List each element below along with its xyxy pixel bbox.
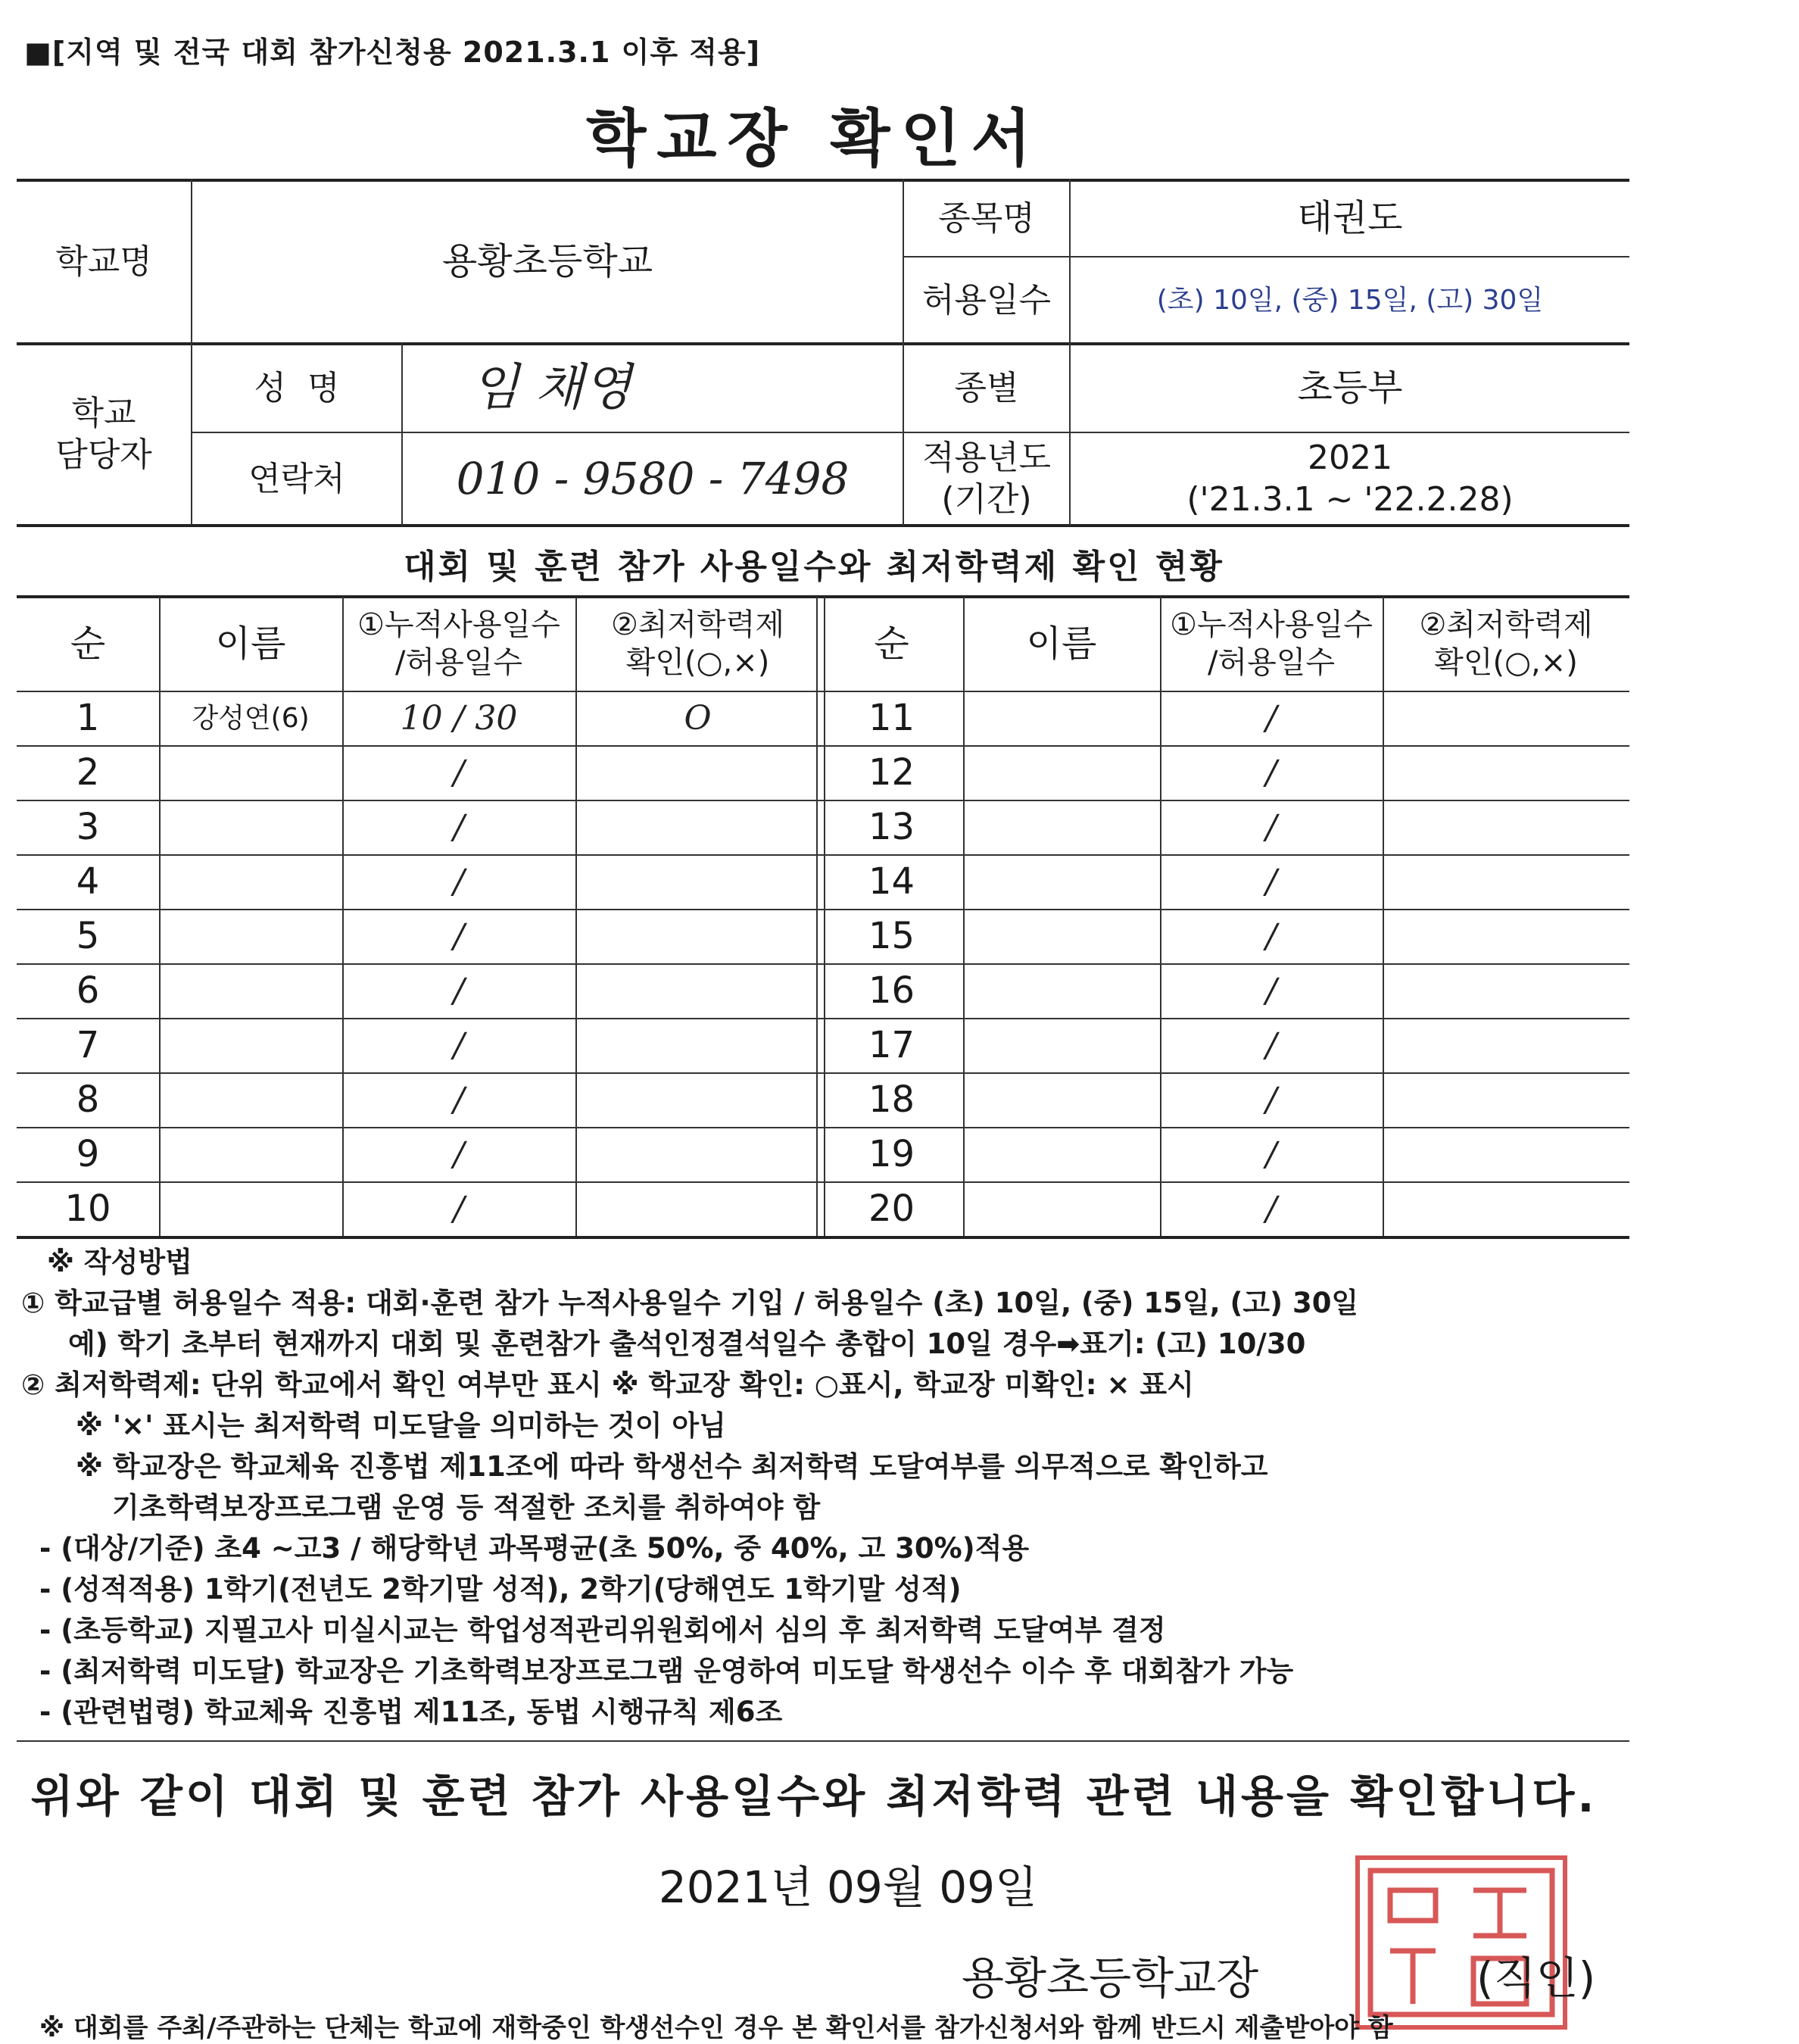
manager-name-value: 임 채영 — [471, 357, 632, 417]
table-rule — [17, 595, 1629, 598]
manager-name-label: 성 명 — [254, 368, 340, 407]
row-usage: / — [453, 1025, 465, 1065]
page-title: 학교장 확인서 — [586, 103, 1042, 175]
instruction-line: ① 학교급별 허용일수 적용: 대회·훈련 참가 누적사용일수 기입 / 허용일수 (초) 10일, (중) 15일, (고) 30일 — [21, 1287, 1359, 1319]
row-usage: / — [1265, 1189, 1277, 1228]
row-usage: / — [1265, 1025, 1277, 1065]
row-name — [161, 963, 341, 1018]
row-confirm — [1384, 854, 1628, 909]
row-confirm — [1384, 963, 1628, 1018]
category-label: 종별 — [954, 368, 1019, 407]
table-rule — [17, 1072, 1629, 1074]
row-name — [965, 1181, 1158, 1236]
row-name — [965, 909, 1158, 963]
row-no: 19 — [868, 1133, 915, 1175]
contact-label: 연락처 — [248, 459, 345, 498]
row-confirm — [577, 854, 818, 909]
table-rule — [342, 597, 344, 1236]
row-confirm — [577, 800, 818, 854]
row-no: 17 — [868, 1024, 915, 1066]
header-confirm: ②최저학력제 확인(○,×) — [610, 607, 785, 680]
table-rule — [17, 854, 1629, 856]
instruction-line: ※ '×' 표시는 최저학력 미도달을 의미하는 것이 아님 — [76, 1409, 726, 1442]
row-no: 15 — [868, 915, 915, 957]
table-rule — [17, 1236, 1629, 1239]
row-confirm — [1384, 909, 1628, 963]
row-confirm — [577, 1127, 818, 1181]
row-name — [965, 1072, 1158, 1127]
row-confirm — [1384, 691, 1628, 745]
row-usage: / — [453, 916, 465, 956]
category-value: 초등부 — [1297, 367, 1403, 409]
row-confirm — [1384, 1018, 1628, 1072]
row-no: 1 — [76, 697, 100, 739]
table-rule — [159, 597, 161, 1236]
instruction-line: 기초학력보장프로그램 운영 등 적절한 조치를 취하여야 함 — [112, 1491, 821, 1524]
instruction-line: - (대상/기준) 초4 ~고3 / 해당학년 과목평균(초 50%, 중 40%, 고 30%)적용 — [39, 1532, 1030, 1565]
table-rule — [824, 597, 825, 1236]
row-name — [965, 1018, 1158, 1072]
school-name-label: 학교명 — [55, 242, 152, 281]
row-name — [161, 1018, 341, 1072]
header-no: 순 — [70, 623, 106, 665]
instruction-line: - (최저학력 미도달) 학교장은 기초학력보장프로그램 운영하여 미도달 학생선수 이수 후 대회참가 가능 — [39, 1655, 1294, 1687]
table-rule — [17, 800, 1629, 801]
row-name — [965, 745, 1158, 800]
table-rule — [575, 597, 577, 1236]
row-name — [161, 1072, 341, 1127]
footer-note: ※ 대회를 주최/주관하는 단체는 학교에 재학중인 학생선수인 경우 본 확인서를 참가신청서와 함께 반드시 제출받아야 함 — [39, 2013, 1393, 2043]
year-value: 2021 ('21.3.1 ~ '22.2.28) — [1186, 438, 1514, 519]
row-name — [161, 909, 341, 963]
row-no: 5 — [76, 915, 100, 957]
row-name — [161, 1127, 341, 1181]
row-usage: / — [1265, 862, 1277, 901]
instruction-line: - (초등학교) 지필고사 미실시교는 학업성적관리위원회에서 심의 후 최저학력 도달여부 결정 — [39, 1614, 1166, 1646]
table-rule — [17, 1181, 1629, 1183]
row-no: 10 — [64, 1187, 111, 1230]
row-name — [161, 800, 341, 854]
row-name — [965, 963, 1158, 1018]
row-name: 강성연(6) — [192, 702, 310, 734]
row-no: 14 — [868, 860, 915, 903]
sport-value: 태권도 — [1297, 197, 1403, 239]
table-rule — [17, 1127, 1629, 1128]
instructions-heading: ※ 작성방법 — [47, 1246, 192, 1278]
row-no: 7 — [76, 1024, 100, 1066]
row-no: 3 — [76, 806, 100, 848]
row-confirm — [1384, 1181, 1628, 1236]
row-name — [161, 745, 341, 800]
sport-label: 종목명 — [938, 198, 1035, 238]
header-usage: ①누적사용일수 /허용일수 — [357, 607, 560, 680]
row-no: 20 — [868, 1187, 915, 1230]
row-usage: / — [453, 1080, 465, 1119]
row-usage: / — [1265, 807, 1277, 847]
allowed-days-label: 허용일수 — [921, 280, 1051, 320]
row-confirm — [577, 1072, 818, 1127]
header-confirm: ②최저학력제 확인(○,×) — [1419, 607, 1593, 680]
row-name — [965, 691, 1158, 745]
row-name — [965, 854, 1158, 909]
row-confirm: O — [684, 698, 712, 738]
row-confirm — [577, 745, 818, 800]
row-usage: / — [1265, 971, 1277, 1010]
row-confirm — [577, 963, 818, 1018]
header-usage: ①누적사용일수 /허용일수 — [1170, 607, 1373, 680]
table-rule — [17, 745, 1629, 747]
table-rule — [1160, 597, 1161, 1236]
header-no: 순 — [874, 623, 909, 665]
row-usage: / — [1265, 1080, 1277, 1119]
row-usage: / — [453, 1134, 465, 1174]
row-no: 11 — [868, 697, 915, 739]
table-rule — [963, 597, 965, 1236]
issue-date: 2021년 09월 09일 — [658, 1861, 1038, 1913]
allowed-days-value: (초) 10일, (중) 15일, (고) 30일 — [1156, 284, 1544, 316]
table-rule — [17, 909, 1629, 910]
table-rule — [17, 963, 1629, 965]
row-no: 13 — [868, 806, 915, 848]
header-name: 이름 — [215, 623, 286, 665]
table-rule — [17, 691, 1629, 692]
form-note: ■[지역 및 전국 대회 참가신청용 2021.3.1 이후 적용] — [24, 36, 761, 69]
row-confirm — [577, 909, 818, 963]
table-rule — [17, 1018, 1629, 1019]
row-no: 16 — [868, 969, 915, 1012]
row-no: 9 — [76, 1133, 100, 1175]
contact-value: 010 - 9580 - 7498 — [456, 452, 850, 504]
divider — [17, 1740, 1629, 1742]
row-usage: / — [1265, 1134, 1277, 1174]
row-confirm — [577, 1181, 818, 1236]
row-no: 4 — [76, 860, 100, 903]
row-confirm — [1384, 1072, 1628, 1127]
row-confirm — [1384, 745, 1628, 800]
row-usage: / — [453, 753, 465, 792]
row-usage: / — [1265, 753, 1277, 792]
row-no: 8 — [76, 1078, 100, 1121]
instructions — [21, 1242, 1626, 1733]
row-no: 12 — [868, 751, 915, 794]
instruction-line: - (관련법령) 학교체육 진흥법 제11조, 동법 시행규칙 제6조 — [39, 1696, 783, 1728]
table-rule — [1383, 597, 1384, 1236]
row-usage: / — [453, 1189, 465, 1228]
row-name — [161, 1181, 341, 1236]
instruction-line: - (성적적용) 1학기(전년도 2학기말 성적), 2학기(당해연도 1학기말 성적) — [39, 1573, 962, 1606]
confirmation-statement: 위와 같이 대회 및 훈련 참가 사용일수와 최저학력 관련 내용을 확인합니다. — [30, 1771, 1598, 1822]
principal-title: 용황초등학교장 — [962, 1952, 1259, 2004]
school-manager-label: 학교 담당자 — [55, 394, 152, 474]
row-confirm — [1384, 800, 1628, 854]
school-name-value: 용황초등학교 — [441, 240, 653, 282]
row-usage: / — [453, 862, 465, 901]
row-name — [965, 1127, 1158, 1181]
row-usage: / — [453, 807, 465, 847]
instruction-line: ※ 학교장은 학교체육 진흥법 제11조에 따라 학생선수 최저학력 도달여부를 의무적으로 확인하고 — [76, 1450, 1268, 1483]
header-name: 이름 — [1026, 623, 1097, 665]
row-usage: / — [1265, 916, 1277, 956]
row-no: 6 — [76, 969, 100, 1012]
row-no: 18 — [868, 1078, 915, 1121]
section-title: 대회 및 훈련 참가 사용일수와 최저학력제 확인 현황 — [404, 548, 1224, 586]
row-name — [161, 854, 341, 909]
seal-label: (직인) — [1476, 1952, 1596, 2004]
row-no: 2 — [76, 751, 100, 794]
row-confirm — [577, 1018, 818, 1072]
divider — [17, 524, 1629, 527]
row-usage: 10 / 30 — [400, 698, 518, 738]
row-usage: / — [1265, 698, 1277, 738]
instruction-line: ② 최저학력제: 단위 학교에서 확인 여부만 표시 ※ 학교장 확인: ○표시, 학교장 미확인: × 표시 — [21, 1368, 1194, 1401]
row-usage: / — [453, 971, 465, 1010]
instruction-line: 예) 학기 초부터 현재까지 대회 및 훈련참가 출석인정결석일수 총합이 10일 경우➡표기: (고) 10/30 — [68, 1328, 1306, 1360]
row-name — [965, 800, 1158, 854]
year-label: 적용년도 (기간) — [921, 438, 1051, 519]
row-confirm — [1384, 1127, 1628, 1181]
table-rule — [816, 597, 818, 1236]
